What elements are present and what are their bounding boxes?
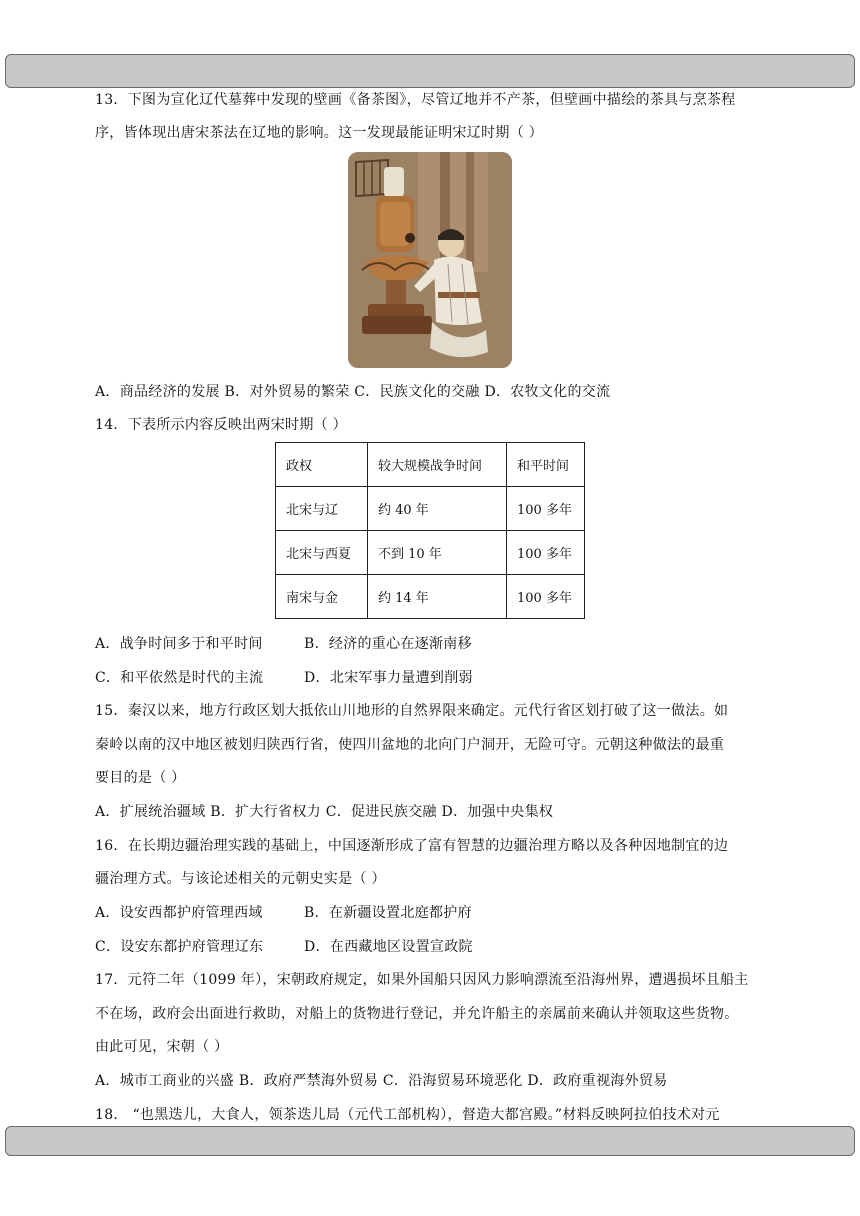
q14-option-b: B．经济的重心在逐渐南移 xyxy=(304,636,472,652)
table-cell: 100 多年 xyxy=(507,531,585,575)
q15-options: A．扩展统治疆域 B．扩大行省权力 C．促进民族交融 D．加强中央集权 xyxy=(95,804,554,820)
q17-stem-line1: 17．元符二年（1099 年），宋朝政府规定，如果外国船只因风力影响漂流至沿海州界，遭遇损坏且船主 xyxy=(95,972,749,988)
q16-option-d: D．在西藏地区设置宣政院 xyxy=(304,939,473,955)
war-peace-table xyxy=(275,442,585,619)
q16-option-a: A．设安西都护府管理西域 xyxy=(95,905,263,921)
table-cell: 约 40 年 xyxy=(368,487,507,531)
q17-stem-line2: 不在场，政府会出面进行救助，对船上的货物进行登记，并允许船主的亲属前来确认并领取这些货物。 xyxy=(95,1006,739,1022)
table-row xyxy=(276,487,585,531)
q17-options: A．城市工商业的兴盛 B．政府严禁海外贸易 C．沿海贸易环境恶化 D．政府重视海外贸易 xyxy=(95,1073,668,1089)
q15-stem-line3: 要目的是（ ） xyxy=(95,770,186,786)
table-cell: 北宋与西夏 xyxy=(276,531,368,575)
table-header-cell: 较大规模战争时间 xyxy=(368,443,507,487)
q13-options: A．商品经济的发展 B．对外贸易的繁荣 C．民族文化的交融 D．农牧文化的交流 xyxy=(95,384,611,400)
q16-stem-line1: 16．在长期边疆治理实践的基础上，中国逐渐形成了富有智慧的边疆治理方略以及各种因地制宜的边 xyxy=(95,838,729,854)
q14-option-c: C．和平依然是时代的主流 xyxy=(95,670,264,686)
q15-stem-line1: 15．秦汉以来，地方行政区划大抵依山川地形的自然界限来确定。元代行省区划打破了这一做法。如 xyxy=(95,703,729,719)
table-cell: 100 多年 xyxy=(507,575,585,619)
q14-stem: 14．下表所示内容反映出两宋时期（ ） xyxy=(95,417,347,433)
table-header-cell: 政权 xyxy=(276,443,368,487)
q17-stem-line3: 由此可见，宋朝（ ） xyxy=(95,1039,229,1055)
q14-option-a: A．战争时间多于和平时间 xyxy=(95,636,263,652)
table-cell: 100 多年 xyxy=(507,487,585,531)
q16-option-b: B．在新疆设置北庭都护府 xyxy=(304,905,472,921)
table-row xyxy=(276,531,585,575)
q14-option-d: D．北宋军事力量遭到削弱 xyxy=(304,670,473,686)
table-row xyxy=(276,575,585,619)
q18-stem-line1: 18． “也黑迭儿，大食人，领茶迭儿局（元代工部机构），督造大都宫殿。”材料反映阿拉伯技术对元 xyxy=(95,1107,720,1123)
q13-stem-line1: 13．下图为宣化辽代墓葬中发现的壁画《备茶图》，尽管辽地并不产茶，但壁画中描绘的茶具与烹茶程 xyxy=(95,92,736,108)
top-banner xyxy=(5,54,855,88)
bottom-banner xyxy=(5,1126,855,1156)
q16-option-c: C．设安东都护府管理辽东 xyxy=(95,939,264,955)
table-header-row xyxy=(276,443,585,487)
table-cell: 北宋与辽 xyxy=(276,487,368,531)
tea-preparation-mural-image xyxy=(348,152,512,368)
table-cell: 不到 10 年 xyxy=(368,531,507,575)
table-header-cell: 和平时间 xyxy=(507,443,585,487)
table-cell: 南宋与金 xyxy=(276,575,368,619)
q16-stem-line2: 疆治理方式。与该论述相关的元朝史实是（ ） xyxy=(95,871,386,887)
table-cell: 约 14 年 xyxy=(368,575,507,619)
q13-stem-line2: 序，皆体现出唐宋茶法在辽地的影响。这一发现最能证明宋辽时期（ ） xyxy=(95,125,544,141)
q15-stem-line2: 秦岭以南的汉中地区被划归陕西行省，使四川盆地的北向门户洞开，无险可守。元朝这种做法的最重 xyxy=(95,737,725,753)
